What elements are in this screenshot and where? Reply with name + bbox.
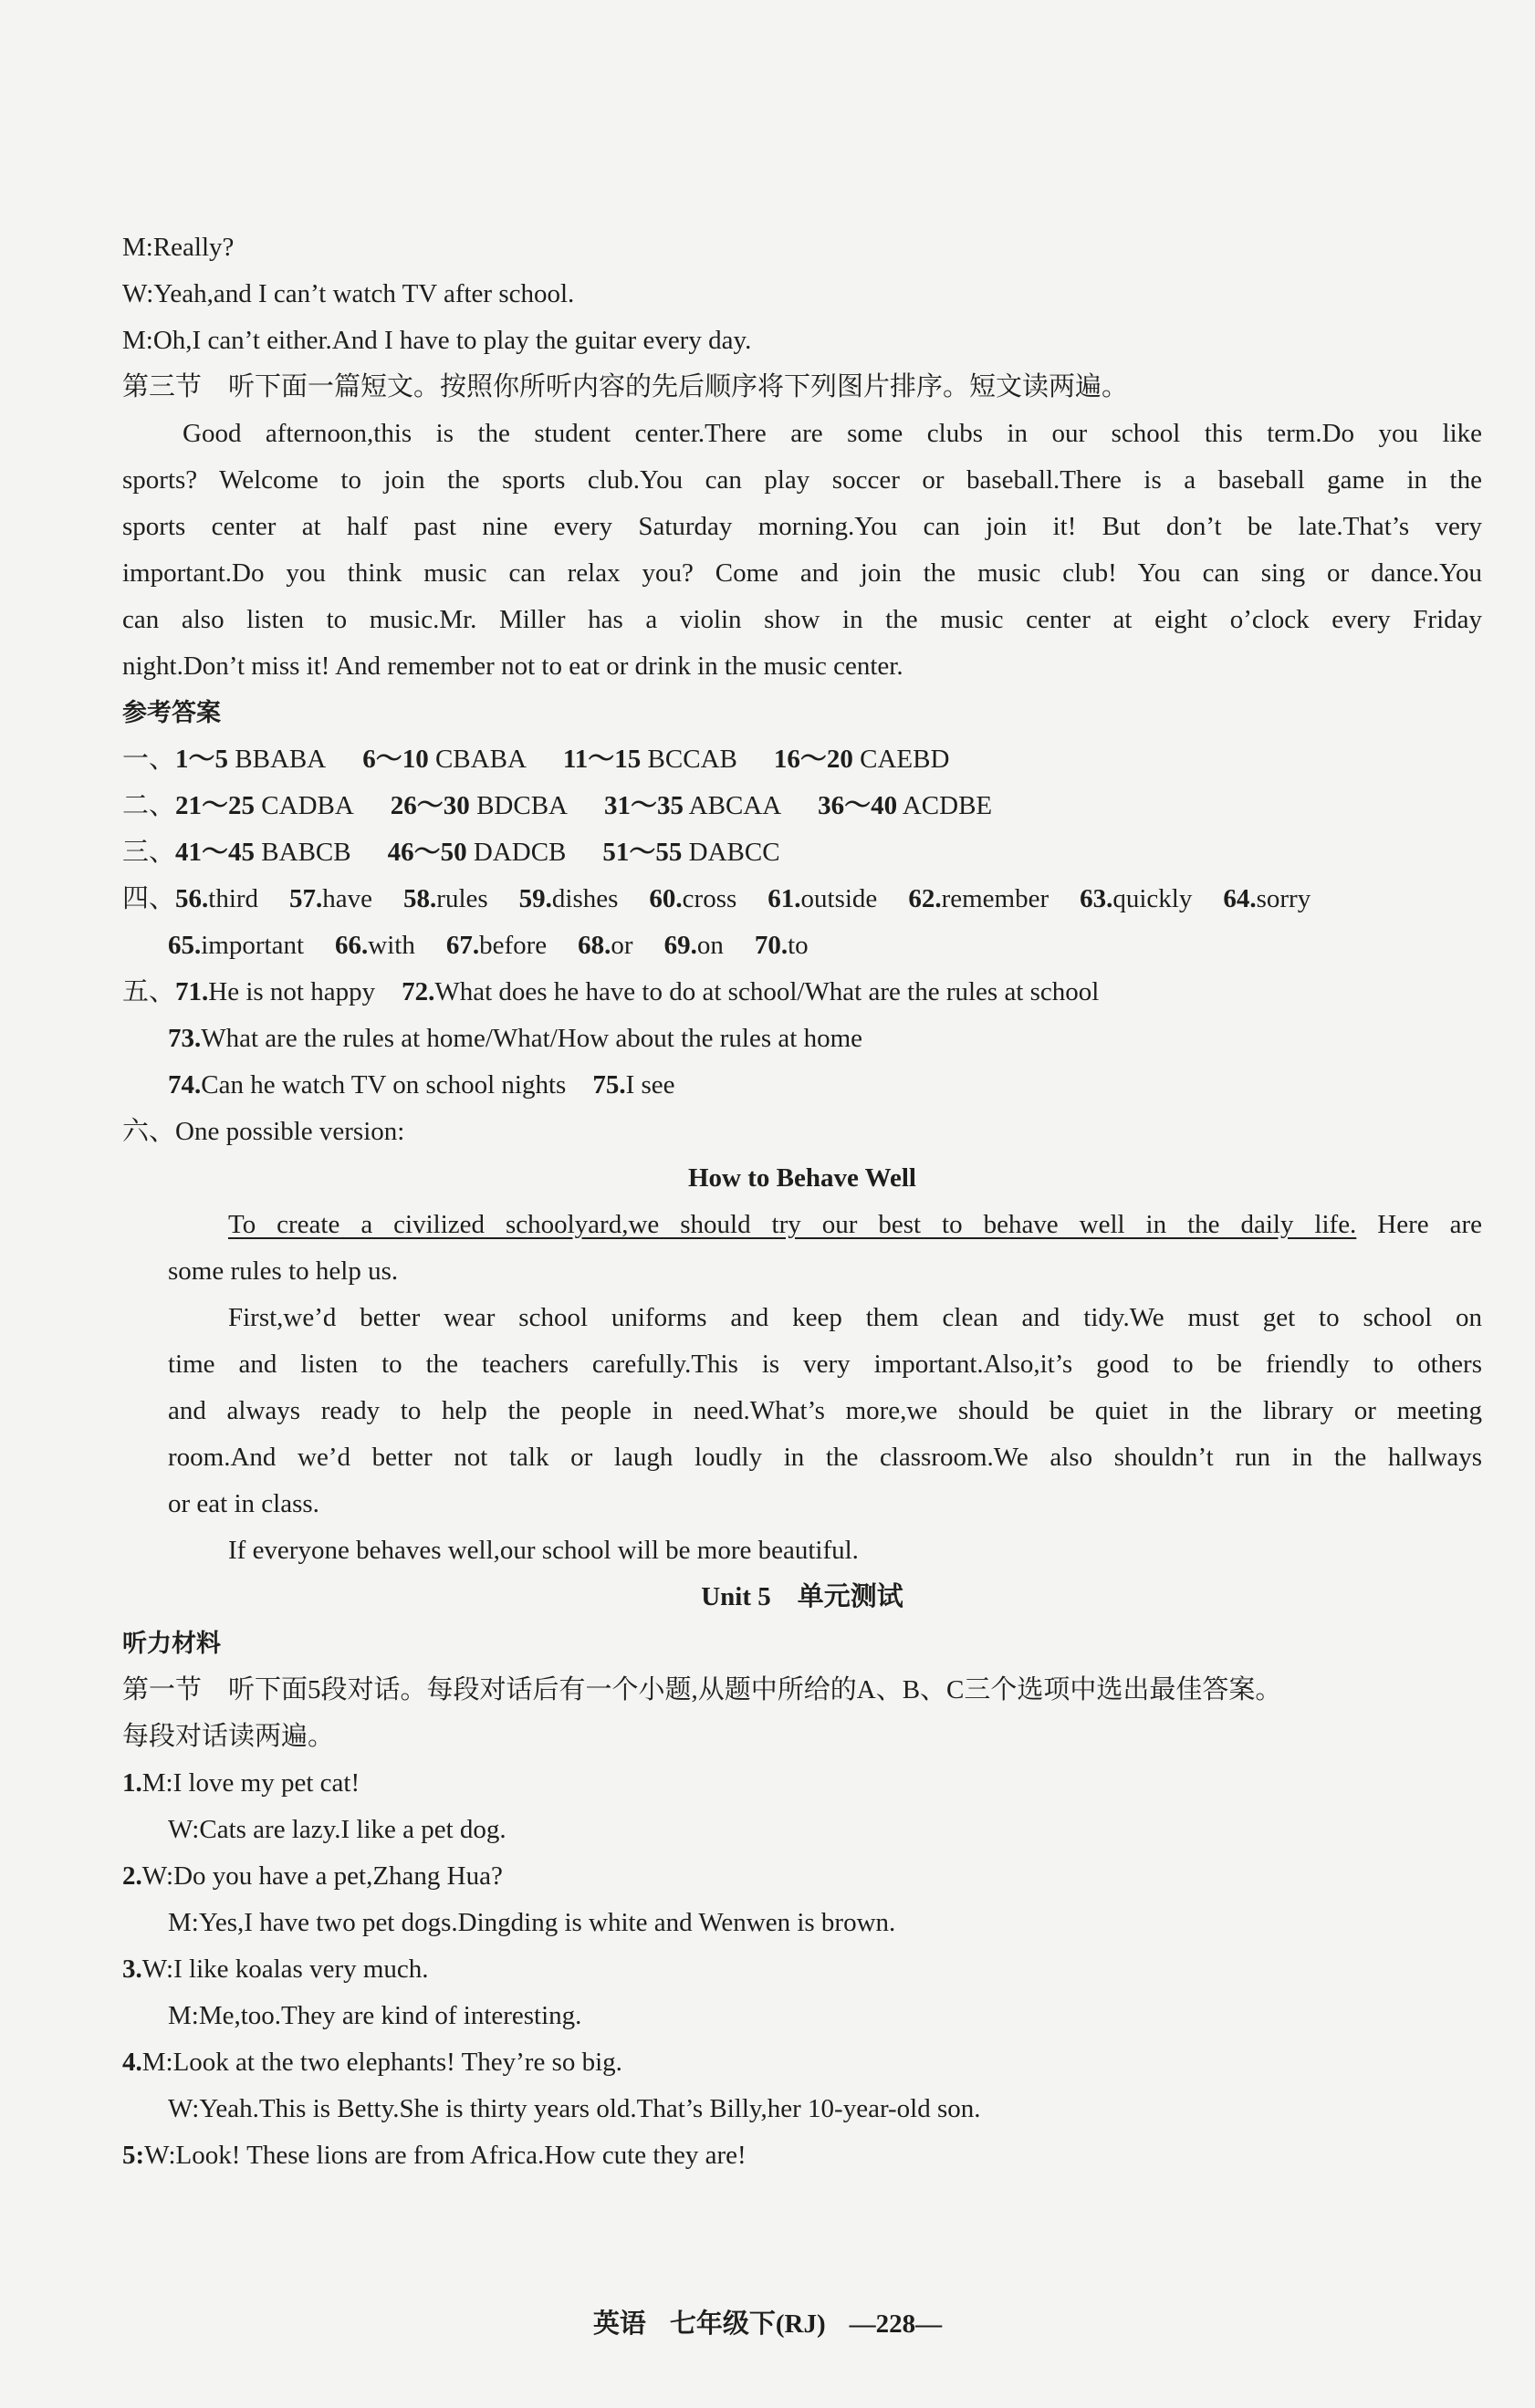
dialogue-line: M:Oh,I can’t either.And I have to play the guitar every day. [122, 326, 752, 355]
page-content [122, 224, 1482, 2179]
range: 51～55 [602, 838, 683, 867]
dialogue-line: 5:W:Look! These lions are from Africa.How cute they are! [122, 2141, 747, 2170]
unit-title: Unit 5 单元测试 [701, 1582, 903, 1611]
section-instruction: 每段对话读两遍。 [122, 1722, 335, 1751]
listening-heading: 听力材料 [122, 1630, 221, 1658]
dialogue-line: M:Yes,I have two pet dogs.Dingding is white and Wenwen is brown. [168, 1908, 896, 1937]
range: 11～15 [562, 745, 642, 774]
essay-line: If everyone behaves well,our school will be more beautiful. [228, 1536, 859, 1565]
answer: BCCAB [647, 745, 737, 774]
answer: DABCC [688, 838, 780, 867]
dialogue-line: W:Yeah,and I can’t watch TV after school. [122, 279, 575, 308]
dialogue-line: W:Cats are lazy.I like a pet dog. [168, 1815, 506, 1844]
section-instruction: 第三节 听下面一篇短文。按照你所听内容的先后顺序将下列图片排序。短文读两遍。 [122, 372, 1129, 401]
answer: BBABA [235, 745, 327, 774]
answer: CADBA [261, 791, 354, 820]
dialogue-line: M:Really? [122, 233, 235, 262]
essay-line: or eat in class. [168, 1489, 319, 1518]
answer-row [122, 1109, 1482, 1155]
section-instruction: 第一节 听下面5段对话。每段对话后有一个小题,从题中所给的A、B、C三个选项中选出最佳答案。 [122, 1675, 1282, 1704]
row-label: 六、 [122, 1117, 176, 1146]
passage-line: sports center at half past nine every Saturday morning.You can join it! But don’t be late.That’s very [122, 512, 1482, 541]
footer-subject: 英语 [592, 2309, 646, 2339]
answer: ACDBE [902, 791, 993, 820]
dialogue-line: 3.W:I like koalas very much. [122, 1955, 429, 1984]
answer-row: 74.Can he watch TV on school nights 75.I see [168, 1070, 675, 1100]
passage-line: important.Do you think music can relax you? Come and join the music club! You can sing or dance.You [122, 558, 1482, 588]
range: 16～20 [773, 745, 853, 774]
range: 21～25 [175, 791, 256, 820]
page-number: —228— [849, 2309, 943, 2339]
row-label: 四、 [122, 884, 176, 913]
range: 31～35 [603, 791, 684, 820]
essay-line: room.And we’d better not talk or laugh loudly in the classroom.We also shouldn’t run in the hallways [168, 1443, 1482, 1472]
dialogue-line: 1.M:I love my pet cat! [122, 1768, 360, 1798]
vocab-row: 四、56.third 57.have 58.rules 59.dishes 60.cross 61.outside 62.remember 63.quickly 64.sorry [122, 884, 1311, 913]
range: 46～50 [387, 838, 467, 867]
dialogue-line: 2.W:Do you have a pet,Zhang Hua? [122, 1861, 503, 1891]
essay-line: To create a civilized schoolyard,we should try our best to behave well in the daily life. Here are [228, 1210, 1482, 1239]
essay-line: some rules to help us. [168, 1256, 399, 1286]
passage-line: Good afternoon,this is the student center.There are some clubs in our school this term.Do you like [183, 419, 1482, 448]
answer: CBABA [434, 745, 527, 774]
answer: DADCB [473, 838, 567, 867]
answers-heading: 参考答案 [122, 699, 221, 727]
intro: One possible version: [175, 1117, 405, 1146]
range: 1～5 [175, 745, 229, 774]
answer-row [122, 783, 1482, 829]
answer: CAEBD [860, 745, 950, 774]
passage-line: sports? Welcome to join the sports club.You can play soccer or baseball.There is a baseball game in the [122, 465, 1482, 495]
passage-line: night.Don’t miss it! And remember not to eat or drink in the music center. [122, 652, 903, 681]
answer: BDCBA [476, 791, 568, 820]
essay-line: time and listen to the teachers carefully.This is very important.Also,it’s good to be friendly to others [168, 1350, 1482, 1379]
underlined-sentence: To create a civilized schoolyard,we should try our best to behave well in the daily life. [228, 1210, 1357, 1239]
answer-row: 五、71.He is not happy 72.What does he have to do at school/What are the rules at school [122, 977, 1100, 1006]
range: 41～45 [175, 838, 256, 867]
essay-line: and always ready to help the people in need.What’s more,we should be quiet in the library or meeting [168, 1396, 1482, 1425]
answer: ABCAA [688, 791, 782, 820]
range: 26～30 [390, 791, 470, 820]
row-label: 五、 [122, 977, 176, 1006]
essay-line: First,we’d better wear school uniforms and keep them clean and tidy.We must get to school on [228, 1303, 1482, 1332]
row-label: 三、 [122, 838, 176, 867]
answer-row [122, 829, 1482, 876]
dialogue-line: 4.M:Look at the two elephants! They’re so big. [122, 2048, 622, 2077]
answer-row [122, 736, 1482, 783]
dialogue-line: M:Me,too.They are kind of interesting. [168, 2001, 582, 2030]
answer: BABCB [261, 838, 351, 867]
footer-grade: 七年级下(RJ) [669, 2309, 826, 2339]
dialogue-line: W:Yeah.This is Betty.She is thirty years old.That’s Billy,her 10-year-old son. [168, 2094, 981, 2123]
passage-line: can also listen to music.Mr. Miller has a violin show in the music center at eight o’clock every Friday [122, 605, 1482, 634]
range: 6～10 [362, 745, 429, 774]
page-footer [0, 2303, 1535, 2340]
row-label: 二、 [122, 791, 176, 820]
range: 36～40 [818, 791, 898, 820]
row-label: 一、 [122, 745, 176, 774]
essay-title: How to Behave Well [688, 1163, 916, 1193]
answer-row: 73.What are the rules at home/What/How about the rules at home [168, 1024, 862, 1053]
vocab-row: 65.important 66.with 67.before 68.or 69.on 70.to [168, 931, 809, 960]
